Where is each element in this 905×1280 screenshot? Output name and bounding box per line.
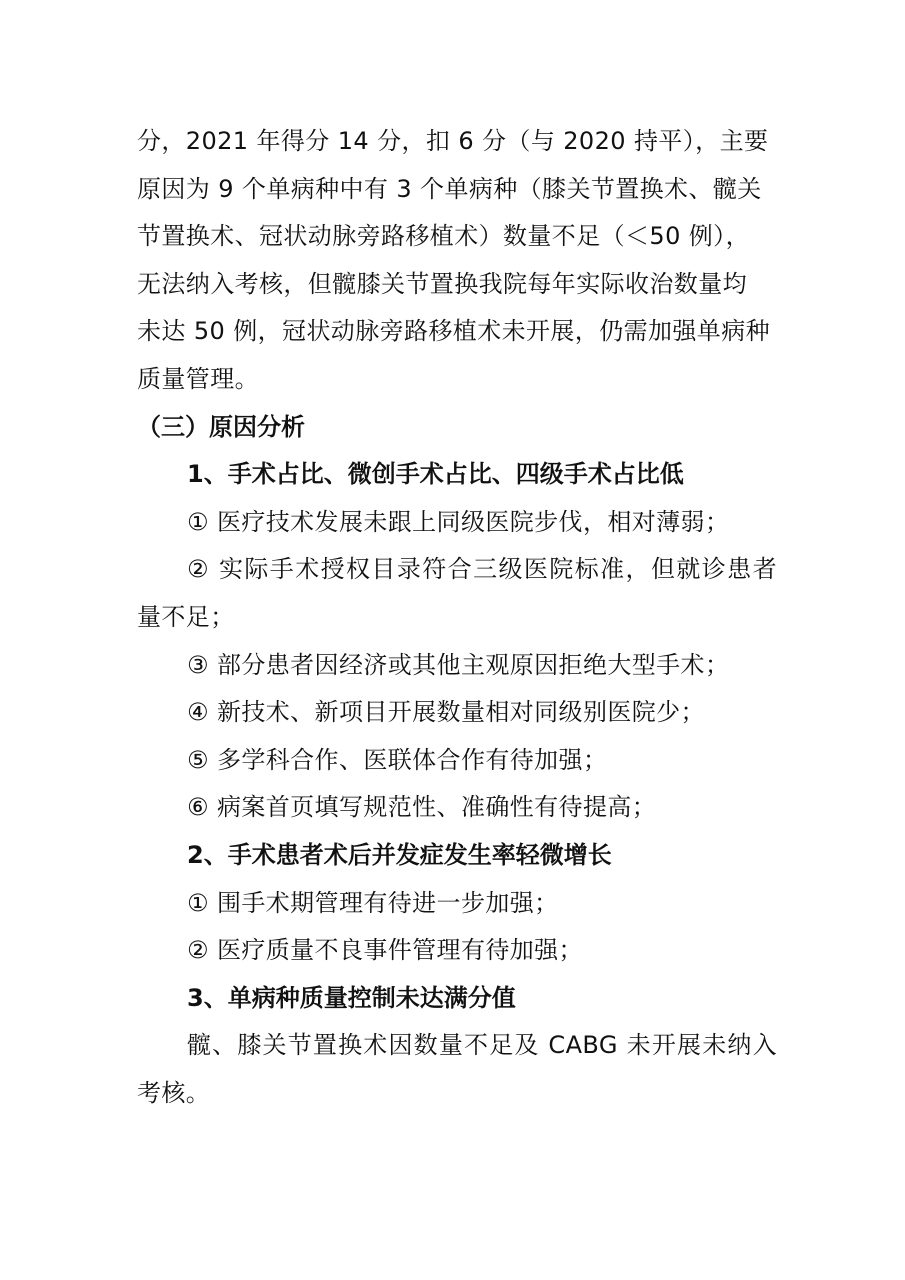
intro-paragraph	[137, 118, 777, 404]
cause-1-heading: 1、手术占比、微创手术占比、四级手术占比低	[187, 460, 684, 489]
cause-2-item: ① 围手术期管理有待进一步加强；	[187, 888, 559, 917]
cause-1-item: ① 医疗技术发展未跟上同级医院步伐，相对薄弱；	[187, 507, 730, 536]
cause-3-text: 髋、膝关节置换术因数量不足及 CABG 未开展未纳入考核。	[137, 1031, 777, 1107]
intro-line: 未达 50 例，冠状动脉旁路移植术未开展，仍需加强单病种	[137, 317, 770, 346]
section-heading-cause-analysis: （三）原因分析	[137, 412, 305, 441]
cause-1-item: ② 实际手术授权目录符合三级医院标准，但就诊患者量不足；	[137, 555, 777, 631]
cause-1-item: ⑤ 多学科合作、医联体合作有待加强；	[187, 745, 608, 774]
cause-2-item: ② 医疗质量不良事件管理有待加强；	[187, 936, 583, 965]
intro-line: 分，2021 年得分 14 分，扣 6 分（与 2020 持平），主要	[137, 127, 769, 155]
intro-line: 节置换术、冠状动脉旁路移植术）数量不足（＜50 例），	[137, 222, 750, 251]
intro-line: 质量管理。	[137, 364, 259, 393]
intro-line: 原因为 9 个单病种中有 3 个单病种（膝关节置换术、髋关	[137, 174, 762, 203]
document-page	[137, 118, 777, 1117]
intro-line: 无法纳入考核，但髋膝关节置换我院每年实际收治数量均	[137, 269, 747, 298]
cause-1-item: ④ 新技术、新项目开展数量相对同级别医院少；	[187, 698, 705, 727]
cause-3-heading: 3、单病种质量控制未达满分值	[187, 983, 516, 1012]
cause-1-item: ③ 部分患者因经济或其他主观原因拒绝大型手术；	[187, 650, 730, 679]
cause-1-item: ⑥ 病案首页填写规范性、准确性有待提高；	[187, 793, 657, 822]
cause-2-heading: 2、手术患者术后并发症发生率轻微增长	[187, 840, 612, 869]
